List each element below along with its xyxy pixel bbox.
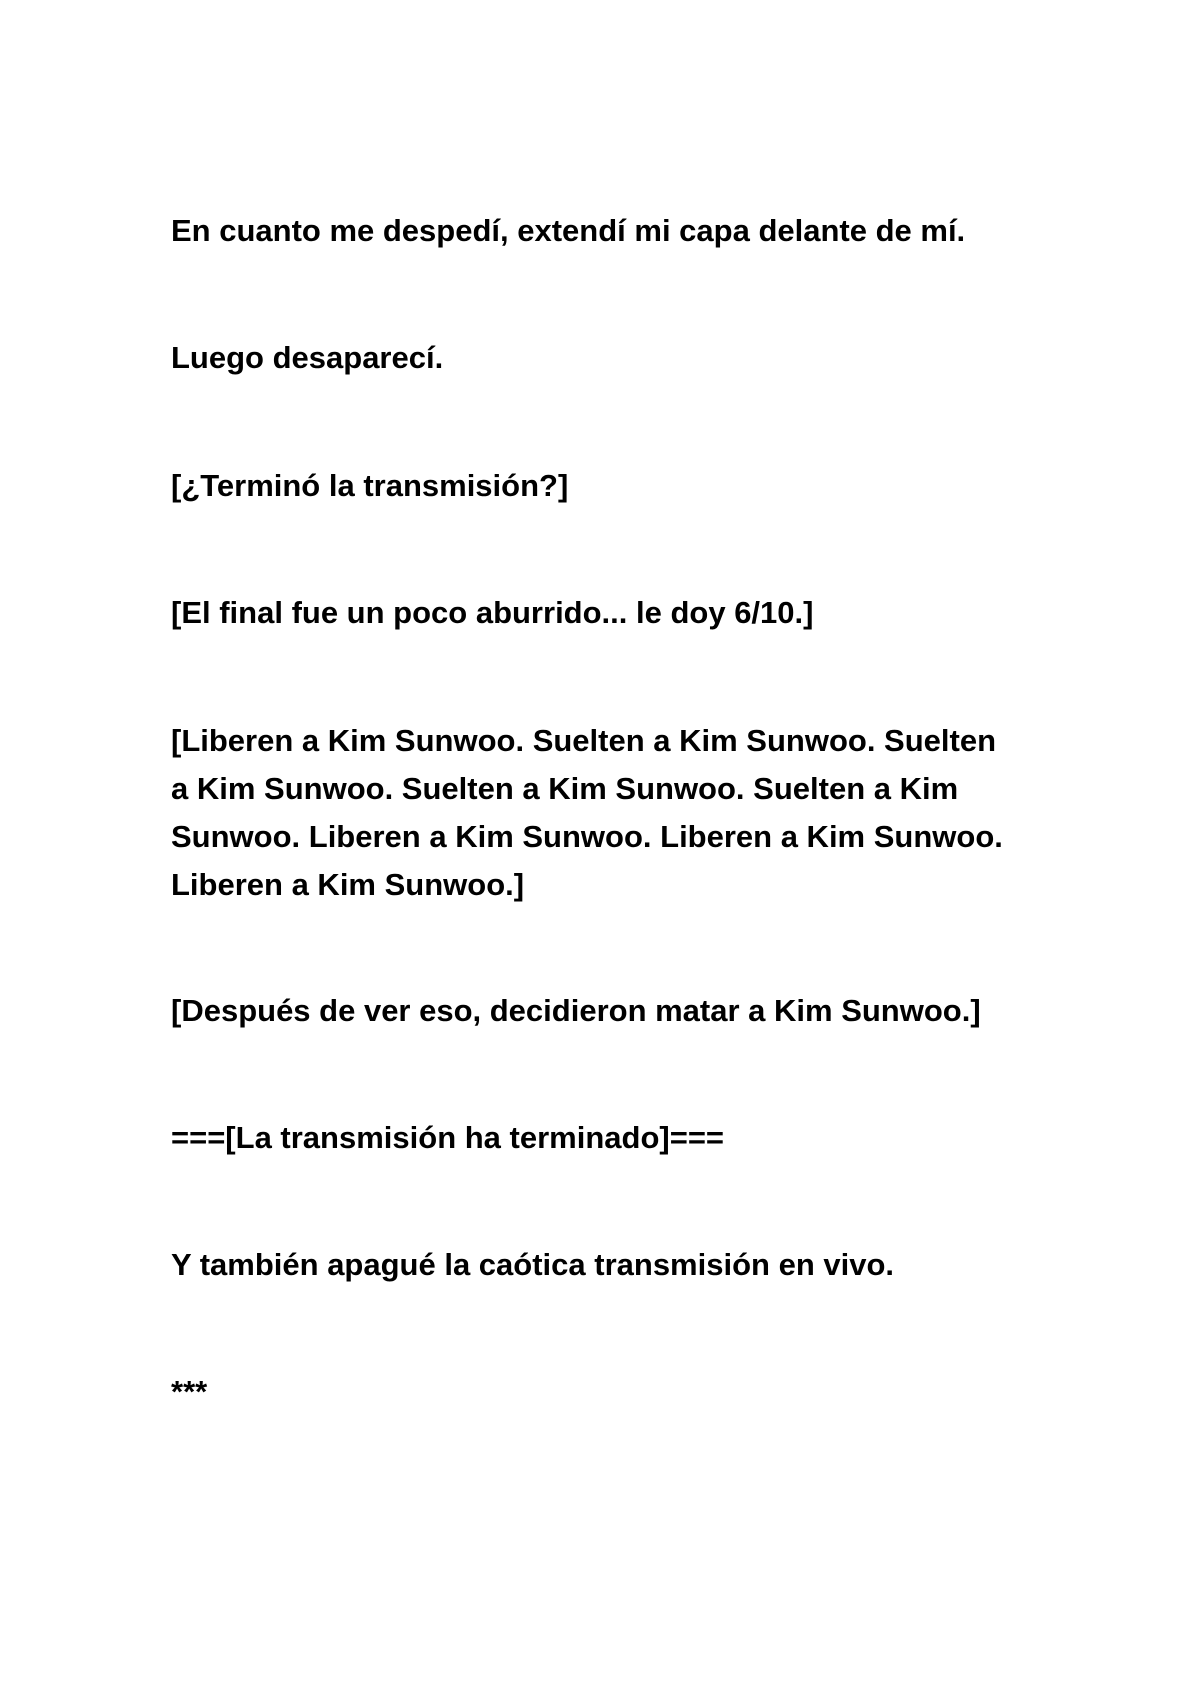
chat-message-decided: [Después de ver eso, decidieron matar a Kim Sunwoo.] <box>171 993 981 1028</box>
section-separator: *** <box>171 1374 208 1409</box>
chat-message-rating: [El final fue un poco aburrido... le doy 6/10.] <box>171 595 814 630</box>
paragraph-disappeared: Luego desaparecí. <box>171 340 444 375</box>
paragraph-turned-off-stream: Y también apagué la caótica transmisión en vivo. <box>171 1247 895 1282</box>
broadcast-ended-banner: ===[La transmisión ha terminado]=== <box>171 1120 725 1155</box>
chat-message-stream-ended: [¿Terminó la transmisión?] <box>171 468 569 503</box>
chat-message-free-kim-sunwoo: [Liberen a Kim Sunwoo. Suelten a Kim Sunwoo. Suelten a Kim Sunwoo. Suelten a Kim Sunwoo. Suelten a Kim Sunwoo. Liberen a Kim Sunwoo. Liberen a Kim Sunwoo. Liberen a Kim Sunwoo.] <box>171 723 1003 902</box>
paragraph-farewell: En cuanto me despedí, extendí mi capa delante de mí. <box>171 213 966 248</box>
